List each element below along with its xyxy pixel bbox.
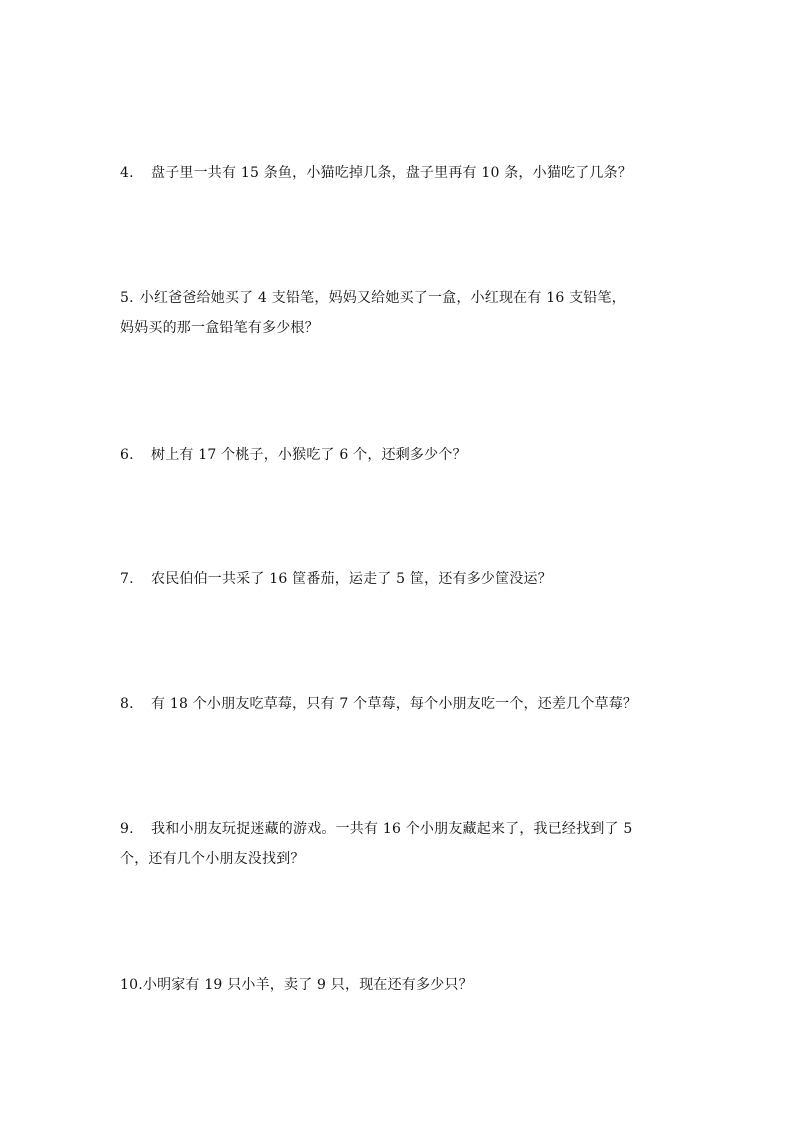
question-text: 树上有 17 个桃子，小猴吃了 6 个，还剩多少个？ xyxy=(151,447,467,463)
question-line xyxy=(120,158,680,188)
question-number: 8. xyxy=(120,696,134,712)
question-text: 我和小朋友玩捉迷藏的游戏。一共有 16 个小朋友藏起来了，我已经找到了 5 xyxy=(151,821,633,837)
question-number: 10. xyxy=(120,977,143,993)
question-text: 盘子里一共有 15 条鱼，小猫吃掉几条，盘子里再有 10 条，小猫吃了几条？ xyxy=(151,165,633,181)
question-line xyxy=(120,814,680,844)
question-text: 小明家有 19 只小羊，卖了 9 只，现在还有多少只？ xyxy=(142,977,473,993)
question-line xyxy=(120,970,680,1000)
question-text: 小红爸爸给她买了 4 支铅笔，妈妈又给她买了一盒，小红现在有 16 支铅笔， xyxy=(139,290,626,306)
question-4 xyxy=(120,158,680,188)
question-text: 妈妈买的那一盒铅笔有多少根？ xyxy=(120,320,319,336)
question-number: 9. xyxy=(120,821,134,837)
question-10 xyxy=(120,970,680,1000)
question-line xyxy=(120,283,680,313)
question-7 xyxy=(120,564,680,594)
question-line xyxy=(120,844,680,874)
question-line xyxy=(120,313,680,343)
question-9 xyxy=(120,814,680,874)
question-number: 7. xyxy=(120,571,134,587)
question-6 xyxy=(120,440,680,470)
question-line xyxy=(120,689,680,719)
question-number: 4. xyxy=(120,165,134,181)
question-text: 个，还有几个小朋友没找到？ xyxy=(120,851,305,867)
question-5 xyxy=(120,283,680,343)
question-8 xyxy=(120,689,680,719)
question-line xyxy=(120,440,680,470)
question-line xyxy=(120,564,680,594)
question-number: 5. xyxy=(120,290,134,306)
question-number: 6. xyxy=(120,447,134,463)
question-text: 有 18 个小朋友吃草莓，只有 7 个草莓，每个小朋友吃一个，还差几个草莓？ xyxy=(151,696,638,712)
question-text: 农民伯伯一共采了 16 筐番茄，运走了 5 筐，还有多少筐没运？ xyxy=(151,571,552,587)
